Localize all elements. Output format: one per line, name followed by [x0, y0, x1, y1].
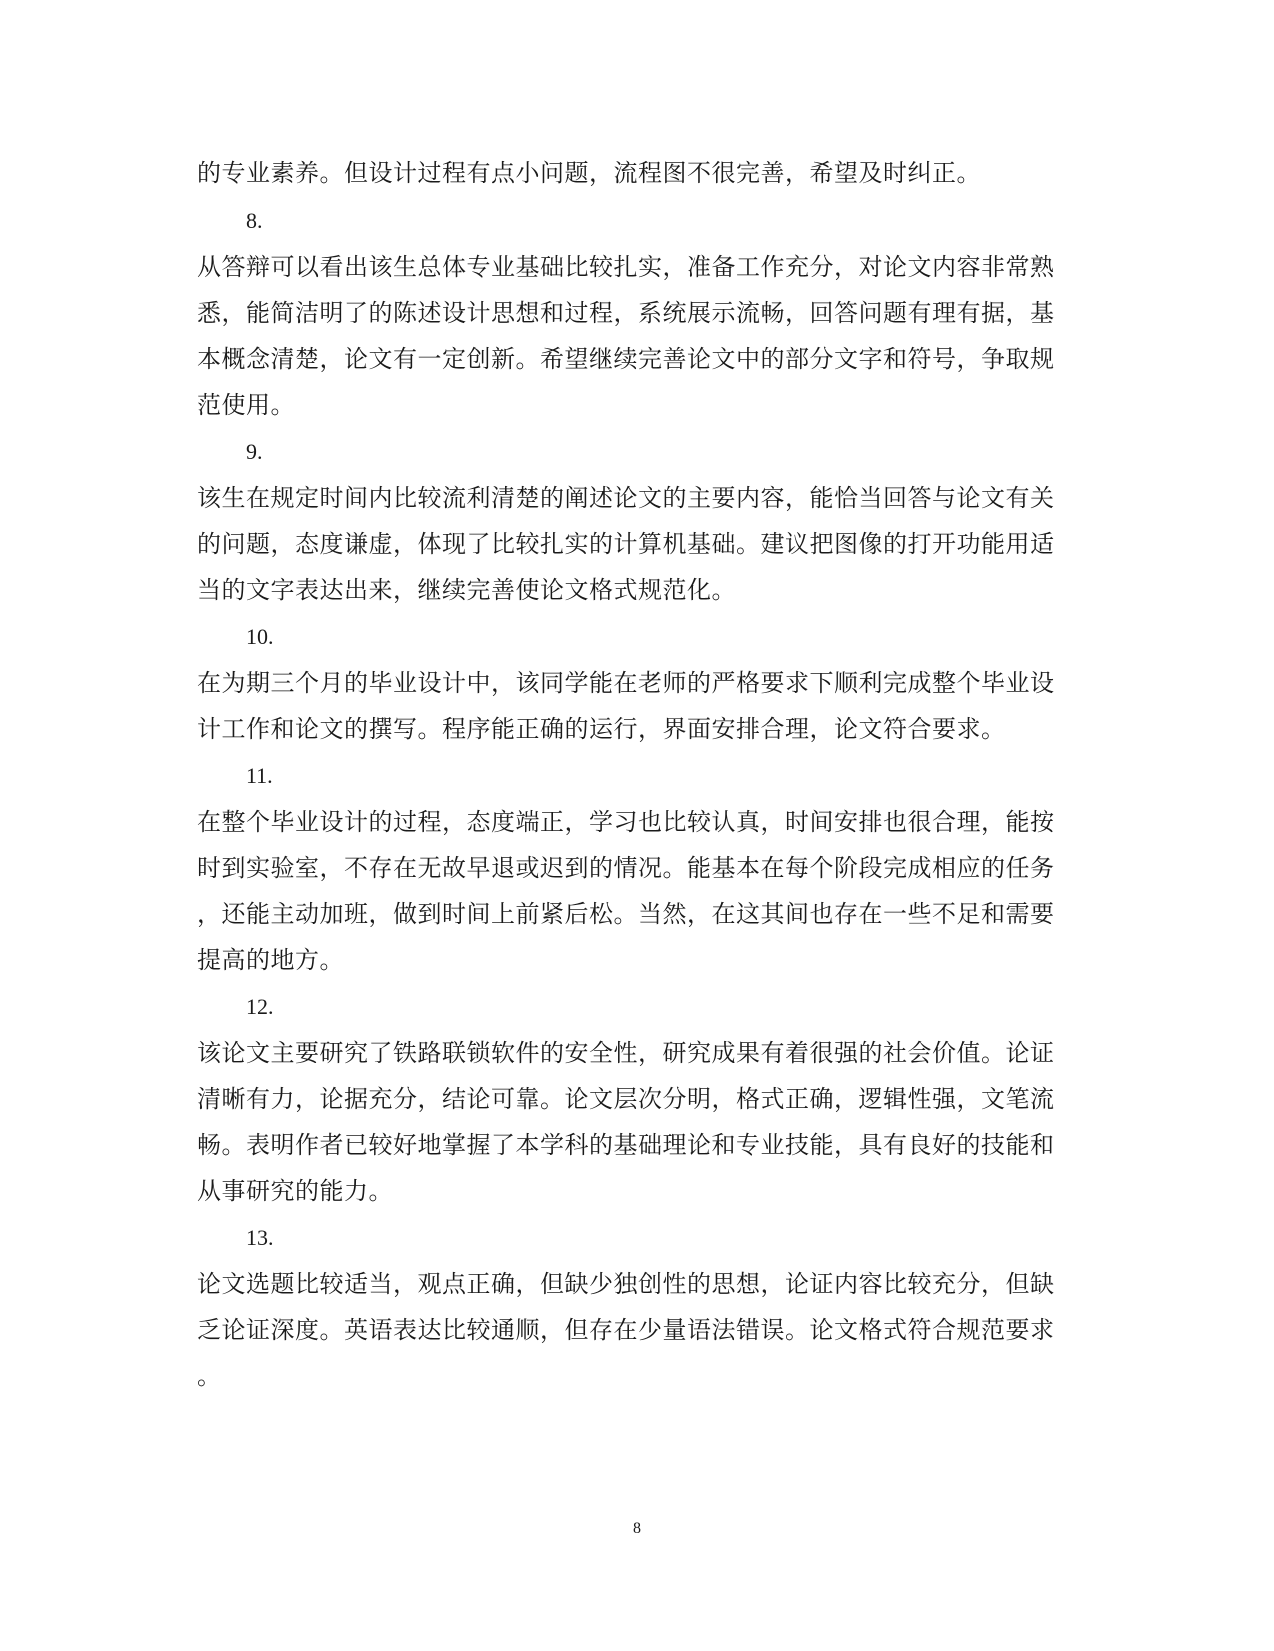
paragraph-line: 从事研究的能力。	[197, 1177, 393, 1205]
paragraph-line: 范使用。	[197, 391, 295, 419]
paragraph-line: 乏论证深度。英语表达比较通顺，但存在少量语法错误。论文格式符合规范要求	[197, 1316, 1055, 1344]
paragraph-line: 计工作和论文的撰写。程序能正确的运行，界面安排合理，论文符合要求。	[197, 715, 1006, 743]
paragraph-line: 论文选题比较适当，观点正确，但缺少独创性的思想，论证内容比较充分，但缺	[197, 1270, 1055, 1298]
paragraph-line: 在整个毕业设计的过程，态度端正，学习也比较认真，时间安排也很合理，能按	[197, 808, 1055, 836]
paragraph-line: 悉，能简洁明了的陈述设计思想和过程，系统展示流畅，回答问题有理有据，基	[197, 299, 1055, 327]
paragraph-line: 提高的地方。	[197, 946, 344, 974]
item-number: 10.	[246, 624, 274, 649]
item-number: 11.	[246, 763, 273, 788]
page-number: 8	[633, 1520, 641, 1537]
paragraph-line: 畅。表明作者已较好地掌握了本学科的基础理论和专业技能，具有良好的技能和	[197, 1131, 1055, 1159]
paragraph-line: 的专业素养。但设计过程有点小问题，流程图不很完善，希望及时纠正。	[197, 159, 981, 187]
paragraph-line: 本概念清楚，论文有一定创新。希望继续完善论文中的部分文字和符号，争取规	[197, 345, 1055, 373]
paragraph-line: 。	[197, 1362, 222, 1390]
paragraph-line: 该生在规定时间内比较流利清楚的阐述论文的主要内容，能恰当回答与论文有关	[197, 484, 1055, 512]
paragraph-line: 从答辩可以看出该生总体专业基础比较扎实，准备工作充分，对论文内容非常熟	[197, 253, 1055, 281]
item-number: 12.	[246, 994, 274, 1019]
paragraph-line: 清晰有力，论据充分，结论可靠。论文层次分明，格式正确，逻辑性强，文笔流	[197, 1085, 1055, 1113]
paragraph-line: 当的文字表达出来，继续完善使论文格式规范化。	[197, 576, 736, 604]
paragraph-line: 时到实验室，不存在无故早退或迟到的情况。能基本在每个阶段完成相应的任务	[197, 854, 1055, 882]
item-number: 8.	[246, 208, 263, 233]
paragraph-line: ，还能主动加班，做到时间上前紧后松。当然，在这其间也存在一些不足和需要	[197, 900, 1055, 928]
item-number: 13.	[246, 1225, 274, 1250]
paragraph-line: 在为期三个月的毕业设计中，该同学能在老师的严格要求下顺利完成整个毕业设	[197, 669, 1055, 697]
item-number: 9.	[246, 439, 263, 464]
paragraph-line: 该论文主要研究了铁路联锁软件的安全性，研究成果有着很强的社会价值。论证	[197, 1039, 1055, 1067]
paragraph-line: 的问题，态度谦虚，体现了比较扎实的计算机基础。建议把图像的打开功能用适	[197, 530, 1055, 558]
